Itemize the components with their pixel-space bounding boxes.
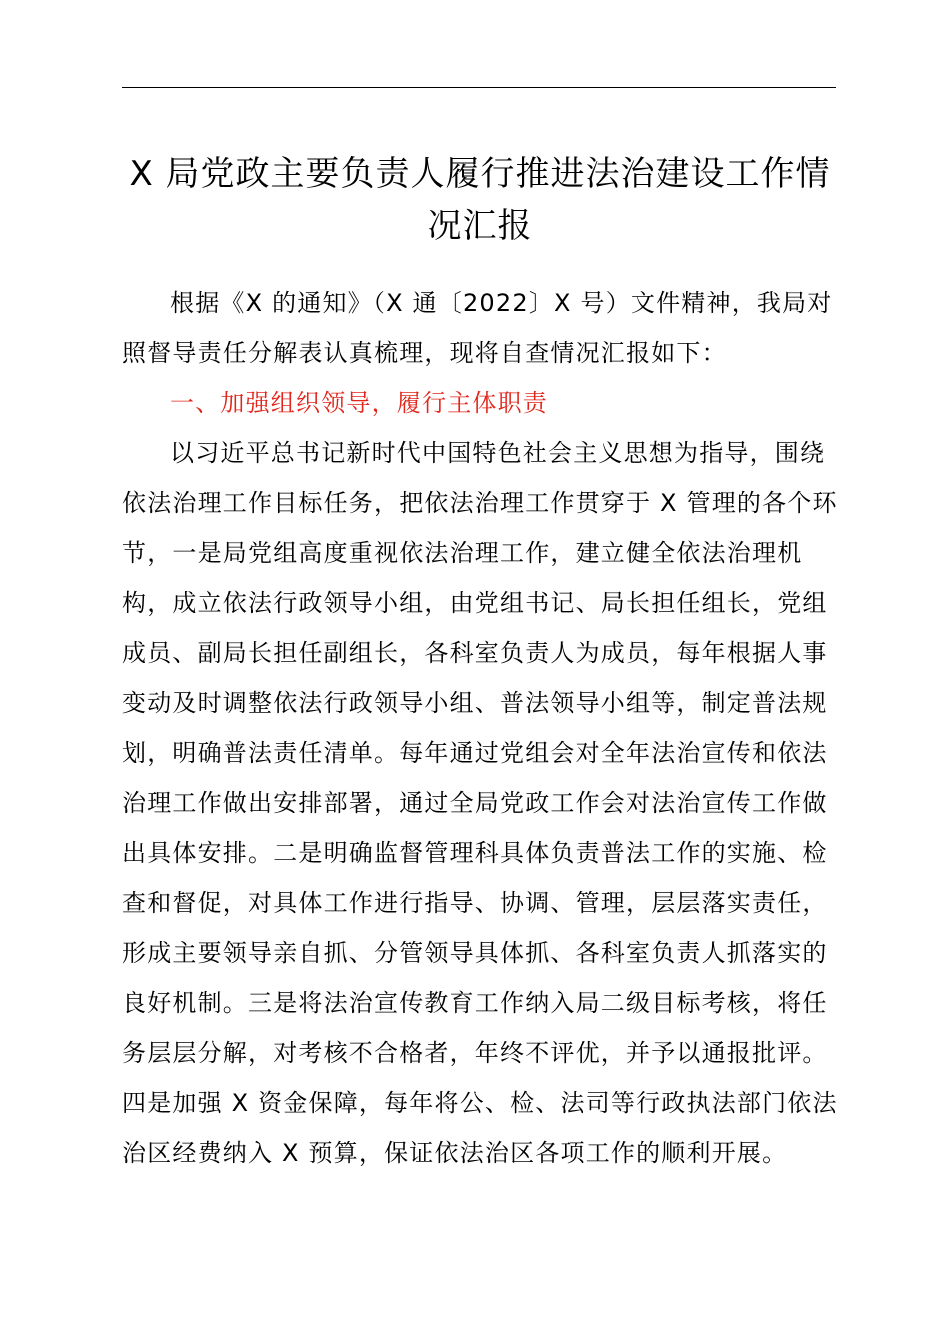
title-line-1: X 局党政主要负责人履行推进法治建设工作情 bbox=[129, 154, 831, 194]
section-1-paragraph: 以习近平总书记新时代中国特色社会主义思想为指导，围绕依法治理工作目标任务，把依法治理工作贯穿于 X 管理的各个环节，一是局党组高度重视依法治理工作，建立健全依法治理机构，成立依法行政领导小组，由党组书记、局长担任组长，党组成员、副局长担任副组长，各科室负责人为成员，每年根据人事变动及时调整依法行政领导小组、普法领导小组等，制定普法规划，明确普法责任清单。每年通过党组会对全年法治宣传和依法治理工作做出安排部署，通过全局党政工作会对法治宣传工作做出具体安排。二是明确监督管理科具体负责普法工作的实施、检查和督促，对具体工作进行指导、协调、管理，层层落实责任，形成主要领导亲自抓、分管领导具体抓、各科室负责人抓落实的良好机制。三是将法治宣传教育工作纳入局二级目标考核，将任务层层分解，对考核不合格者，年终不评优，并予以通报批评。四是加强 X 资金保障，每年将公、检、法司等行政执法部门依法治区经费纳入 X 预算，保证依法治区各项工作的顺利开展。 bbox=[122, 439, 838, 1167]
header-rule bbox=[122, 87, 836, 88]
document-body bbox=[122, 278, 842, 1178]
title-line-2: 况汇报 bbox=[427, 206, 533, 246]
document-title bbox=[120, 148, 840, 252]
intro-paragraph: 根据《X 的通知》（X 通〔2022〕X 号）文件精神，我局对照督导责任分解表认真梳理，现将自查情况汇报如下： bbox=[122, 289, 833, 367]
section-1-heading: 一、加强组织领导，履行主体职责 bbox=[170, 389, 548, 417]
